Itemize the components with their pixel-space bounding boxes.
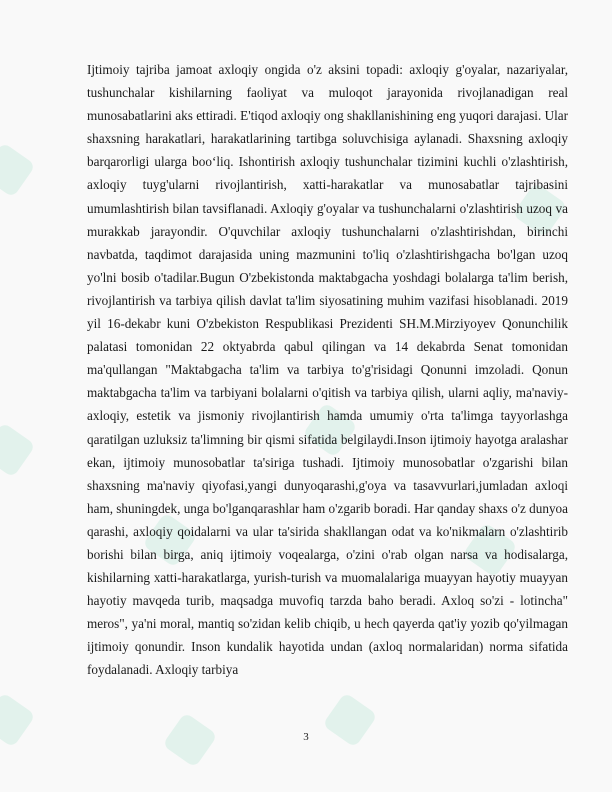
watermark-shape: [0, 142, 36, 198]
watermark-shape: [0, 422, 36, 478]
body-paragraph: Ijtimoiy tajriba jamoat axloqiy ongida o'z aksini topadi: axloqiy g'oyalar, nazariyalar, tushunchalar kishilarning faoliyat va muloqot jarayonida rivojlanadigan real munosabatlarini aks ettiradi. E'tiqod axloqiy ong shakllanishining eng yuqori darajasi. Ular shaxsning harakatlari, harakatlarining tartibga soluvchisiga aylanadi. Shaxsning axloqiy barqarorligi ularga boo‘liq. Ishontirish axloqiy tushunchalar tizimini kuchli o'zlashtirish, axloqiy tuyg'ularni rivojlantirish, xatti-harakatlar va munosabatlar tajribasini umumlashtirish bilan tavsiflanadi. Axloqiy g'oyalar va tushunchalarni o'zlashtirish uzoq va murakkab jarayondir. O'quvchilar axloqiy tushunchalarni o'zlashtirishdan, birinchi navbatda, taqdimot darajasida uning mazmunini to'liq o'zlashtirishgacha bo'lgan uzoq yo'lni bosib o'tadilar.Bugun O'zbekistonda maktabgacha yoshdagi bolalarga ta'lim berish, rivojlantirish va tarbiya qilish davlat ta'lim siyosatining muhim vazifasi hisoblanadi. 2019 yil 16-dekabr kuni O'zbekiston Respublikasi Prezidenti SH.M.Mirziyoyev Qonunchilik palatasi tomonidan 22 oktyabrda qabul qilingan va 14 dekabrda Senat tomonidan ma'qullangan "Maktabgacha ta'lim va tarbiya to'g'risidagi Qonunni imzoladi. Qonun maktabgacha ta'lim va tarbiyani bolalarni o'qitish va tarbiya qilish, ularni aqliy, ma'naviy-axloqiy, estetik va jismoniy rivojlantirish hamda umumiy o'rta ta'limga tayyorlashga qaratilgan uzluksiz ta'limning bir qismi sifatida belgilaydi.Inson ijtimoiy hayotga aralashar ekan, ijtimoiy munosobatlar ta'siriga tushadi. Ijtimoiy munosobatlar o'zgarishi bilan shaxsning ma'naviy qiyofasi,yangi dunyoqarashi,g'oya va tasavvurlari,jumladan axloqi ham, shuningdek, unga bo'lganqarashlar ham o'zgarib boradi. Har qanday shaxs o'z dunyoa qarashi, axloqiy qoidalarni va ular ta'sirida shakllangan odat va ko'nikmalarn o'zlashtirib borishi bilan birga, aniq ijtimoiy voqealarga, o'zini o'rab olgan narsa va hodisalarga, kishilarning xatti-harakatlarga, yurish-turish va muomalalariga muayyan hayotiy muayyan hayotiy mavqeda turib, maqsadga muvofiq tarzda baho beradi. Axloq so'zi - lotincha" meros", ya'ni moral, mantiq so'zidan kelib chiqib, u hech qayerda qat'iy yozib qo'yilmagan ijtimoiy qonundir. Inson kundalik hayotida undan (axloq normalaridan) norma sifatida foydalanadi. Axloqiy tarbiya: [87, 62, 569, 678]
page-number: 3: [303, 731, 309, 743]
